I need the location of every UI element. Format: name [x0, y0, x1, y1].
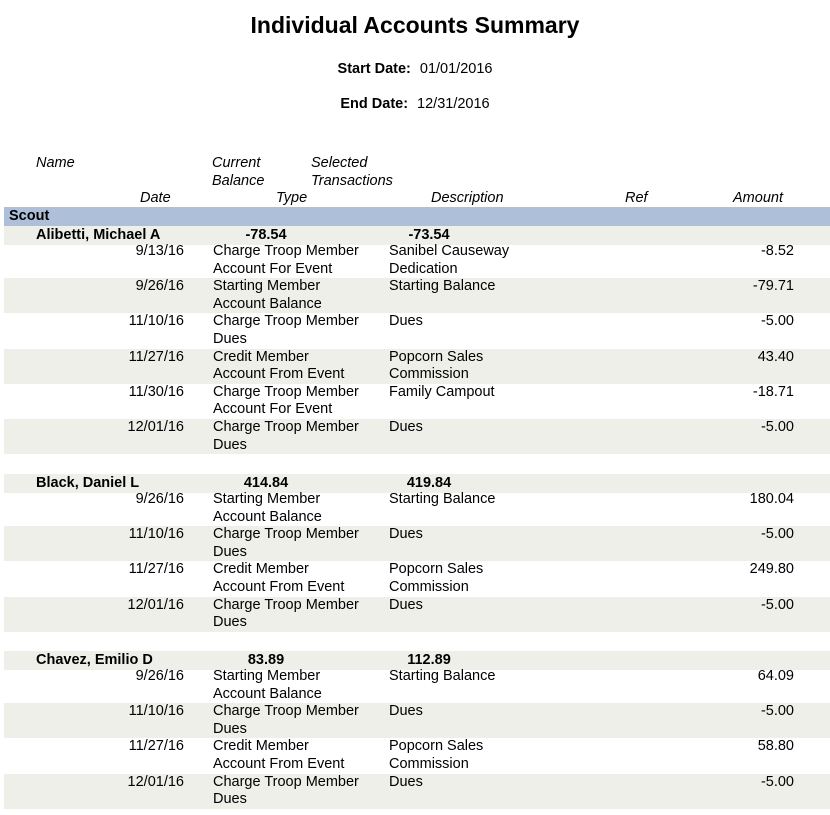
member-name: Alibetti, Michael A: [36, 227, 161, 243]
transaction-date: 11/27/16: [128, 348, 184, 365]
transaction-row: [4, 491, 830, 526]
transaction-description-line2: Commission: [389, 755, 469, 772]
transaction-description: [389, 774, 549, 792]
transaction-amount: -5.00: [760, 703, 794, 720]
transaction-description: [389, 384, 549, 402]
transaction-type-line1: Charge Troop Member: [213, 313, 359, 330]
member-name: Chavez, Emilio D: [36, 652, 153, 668]
transaction-type-line1: Starting Member: [213, 278, 321, 295]
transaction-type-line2: Account Balance: [213, 295, 322, 312]
transaction-row: [4, 774, 830, 809]
transaction-date: 11/27/16: [128, 738, 184, 755]
section-title: Scout: [9, 208, 50, 224]
transaction-description-line1: Dues: [389, 703, 423, 720]
transaction-type-line1: Credit Member: [213, 561, 309, 578]
start-date-value: 01/01/2016: [419, 61, 493, 77]
transaction-type-line2: Dues: [213, 330, 247, 347]
transaction-row: [4, 561, 830, 596]
transaction-amount: 43.40: [757, 348, 794, 365]
transaction-amount: -5.00: [760, 313, 794, 330]
transaction-type-line2: Dues: [213, 614, 247, 631]
header-amount: Amount: [733, 190, 783, 206]
transaction-type-line1: Charge Troop Member: [213, 383, 359, 400]
transaction-type-line1: Credit Member: [213, 738, 309, 755]
transaction-type: [213, 491, 383, 526]
transaction-amount: 64.09: [757, 668, 794, 684]
transaction-type-line2: Dues: [213, 720, 247, 737]
transaction-row: [4, 384, 830, 419]
transaction-type-line2: Account Balance: [213, 685, 322, 702]
transaction-type-line1: Credit Member: [213, 348, 309, 365]
transaction-amount: -5.00: [760, 773, 794, 790]
transaction-type-line1: Charge Troop Member: [213, 596, 359, 613]
transaction-description: [389, 243, 549, 278]
transaction-date: 12/01/16: [127, 773, 184, 790]
member-current-balance: 83.89: [247, 652, 285, 668]
transaction-date: 11/10/16: [128, 703, 184, 720]
transaction-row: [4, 668, 830, 703]
transaction-type: [213, 597, 383, 632]
transaction-type-line1: Starting Member: [213, 491, 321, 507]
end-date-row: [0, 96, 830, 112]
transaction-row: [4, 703, 830, 738]
transaction-amount: -5.00: [760, 419, 794, 435]
header-name: Name: [36, 155, 75, 171]
transaction-date: 11/10/16: [128, 526, 184, 543]
transaction-description: [389, 668, 549, 686]
transaction-type-line2: Dues: [213, 543, 247, 560]
transaction-amount: 58.80: [757, 738, 794, 755]
transaction-type: [213, 738, 383, 773]
transaction-row: [4, 278, 830, 313]
transaction-date: 11/30/16: [128, 383, 184, 400]
transaction-type: [213, 526, 383, 561]
transaction-description: [389, 738, 549, 773]
transaction-description-line1: Dues: [389, 313, 423, 330]
transaction-description: [389, 703, 549, 721]
transaction-description-line1: Dues: [389, 773, 423, 790]
transaction-type: [213, 561, 383, 596]
member-current-balance: 414.84: [243, 475, 289, 491]
member-selected-total: 112.89: [407, 652, 451, 668]
transaction-date: 9/26/16: [135, 668, 184, 684]
start-date-row: [0, 61, 830, 77]
transaction-row: [4, 738, 830, 773]
transaction-description-line2: Commission: [389, 366, 469, 383]
transaction-description-line1: Dues: [389, 596, 423, 613]
transaction-description: [389, 278, 549, 296]
transaction-description: [389, 349, 549, 384]
transaction-description-line1: Dues: [389, 526, 423, 543]
transaction-row: [4, 526, 830, 561]
transaction-date: 12/01/16: [127, 419, 184, 435]
transaction-description: [389, 561, 549, 596]
transaction-description-line1: Popcorn Sales: [389, 561, 484, 578]
transaction-description-line1: Popcorn Sales: [389, 738, 484, 755]
transaction-description-line2: Commission: [389, 578, 469, 595]
header-ref: Ref: [625, 190, 648, 206]
transaction-row: [4, 313, 830, 348]
transaction-type: [213, 668, 383, 703]
header-date: Date: [140, 190, 171, 206]
transaction-type-line1: Charge Troop Member: [213, 419, 359, 435]
transaction-type-line1: Charge Troop Member: [213, 243, 359, 259]
transaction-date: 12/01/16: [127, 596, 184, 613]
transaction-description: [389, 419, 549, 437]
transaction-description-line1: Starting Balance: [389, 278, 496, 295]
transaction-type-line2: Account From Event: [213, 366, 345, 383]
transaction-amount: -79.71: [752, 278, 794, 295]
transaction-description-line1: Popcorn Sales: [389, 348, 484, 365]
transaction-description-line1: Sanibel Causeway: [389, 243, 510, 259]
transaction-amount: 180.04: [749, 491, 794, 507]
report-title: Individual Accounts Summary: [250, 12, 580, 38]
transaction-type-line1: Charge Troop Member: [213, 703, 359, 720]
transaction-description: [389, 491, 549, 509]
transaction-type-line1: Starting Member: [213, 668, 321, 684]
header-current-line1: Current: [212, 155, 261, 171]
member-current-balance: -78.54: [245, 227, 287, 243]
end-date-label: End Date:: [340, 96, 409, 112]
transaction-type-line2: Account Balance: [213, 508, 322, 525]
transaction-description-line1: Dues: [389, 419, 423, 435]
transaction-type: [213, 419, 383, 454]
transaction-type-line2: Account From Event: [213, 578, 345, 595]
transaction-description: [389, 313, 549, 331]
transaction-type-line2: Account For Event: [213, 260, 333, 277]
transaction-type-line1: Charge Troop Member: [213, 526, 359, 543]
transaction-description-line1: Starting Balance: [389, 668, 496, 684]
transaction-date: 9/13/16: [135, 243, 184, 259]
transaction-type: [213, 243, 383, 278]
transaction-date: 9/26/16: [135, 491, 184, 507]
transaction-amount: -18.71: [752, 383, 794, 400]
transaction-type: [213, 774, 383, 809]
transaction-type: [213, 384, 383, 419]
transaction-type: [213, 278, 383, 313]
transaction-type: [213, 313, 383, 348]
transaction-description-line2: Dedication: [389, 260, 458, 277]
header-selected-line2: Transactions: [311, 173, 393, 189]
member-selected-total: 419.84: [406, 475, 452, 491]
transaction-date: 11/27/16: [128, 561, 184, 578]
transaction-type-line2: Dues: [213, 791, 247, 808]
transaction-description-line1: Starting Balance: [389, 491, 496, 507]
end-date-value: 12/31/2016: [417, 96, 490, 112]
header-description: Description: [431, 190, 504, 206]
header-type: Type: [276, 190, 308, 206]
transaction-amount: -8.52: [760, 243, 794, 259]
header-current-line2: Balance: [212, 173, 265, 189]
transaction-type-line2: Dues: [213, 436, 247, 453]
member-name: Black, Daniel L: [36, 475, 140, 491]
transaction-row: [4, 349, 830, 384]
transaction-type: [213, 349, 383, 384]
transaction-row: [4, 243, 830, 278]
transaction-amount: -5.00: [760, 526, 794, 543]
transaction-date: 9/26/16: [135, 278, 184, 295]
member-selected-total: -73.54: [408, 227, 450, 243]
header-selected-line1: Selected: [311, 155, 368, 171]
transaction-row: [4, 419, 830, 454]
transaction-type: [213, 703, 383, 738]
transaction-description-line1: Family Campout: [389, 383, 495, 400]
transaction-date: 11/10/16: [128, 313, 184, 330]
transaction-amount: 249.80: [749, 561, 794, 578]
start-date-label: Start Date:: [337, 61, 411, 77]
transaction-type-line2: Account From Event: [213, 755, 345, 772]
transaction-row: [4, 597, 830, 632]
transaction-description: [389, 597, 549, 615]
transaction-description: [389, 526, 549, 544]
section-header: [4, 207, 830, 226]
transaction-amount: -5.00: [760, 596, 794, 613]
transaction-type-line1: Charge Troop Member: [213, 773, 359, 790]
transaction-type-line2: Account For Event: [213, 401, 333, 418]
